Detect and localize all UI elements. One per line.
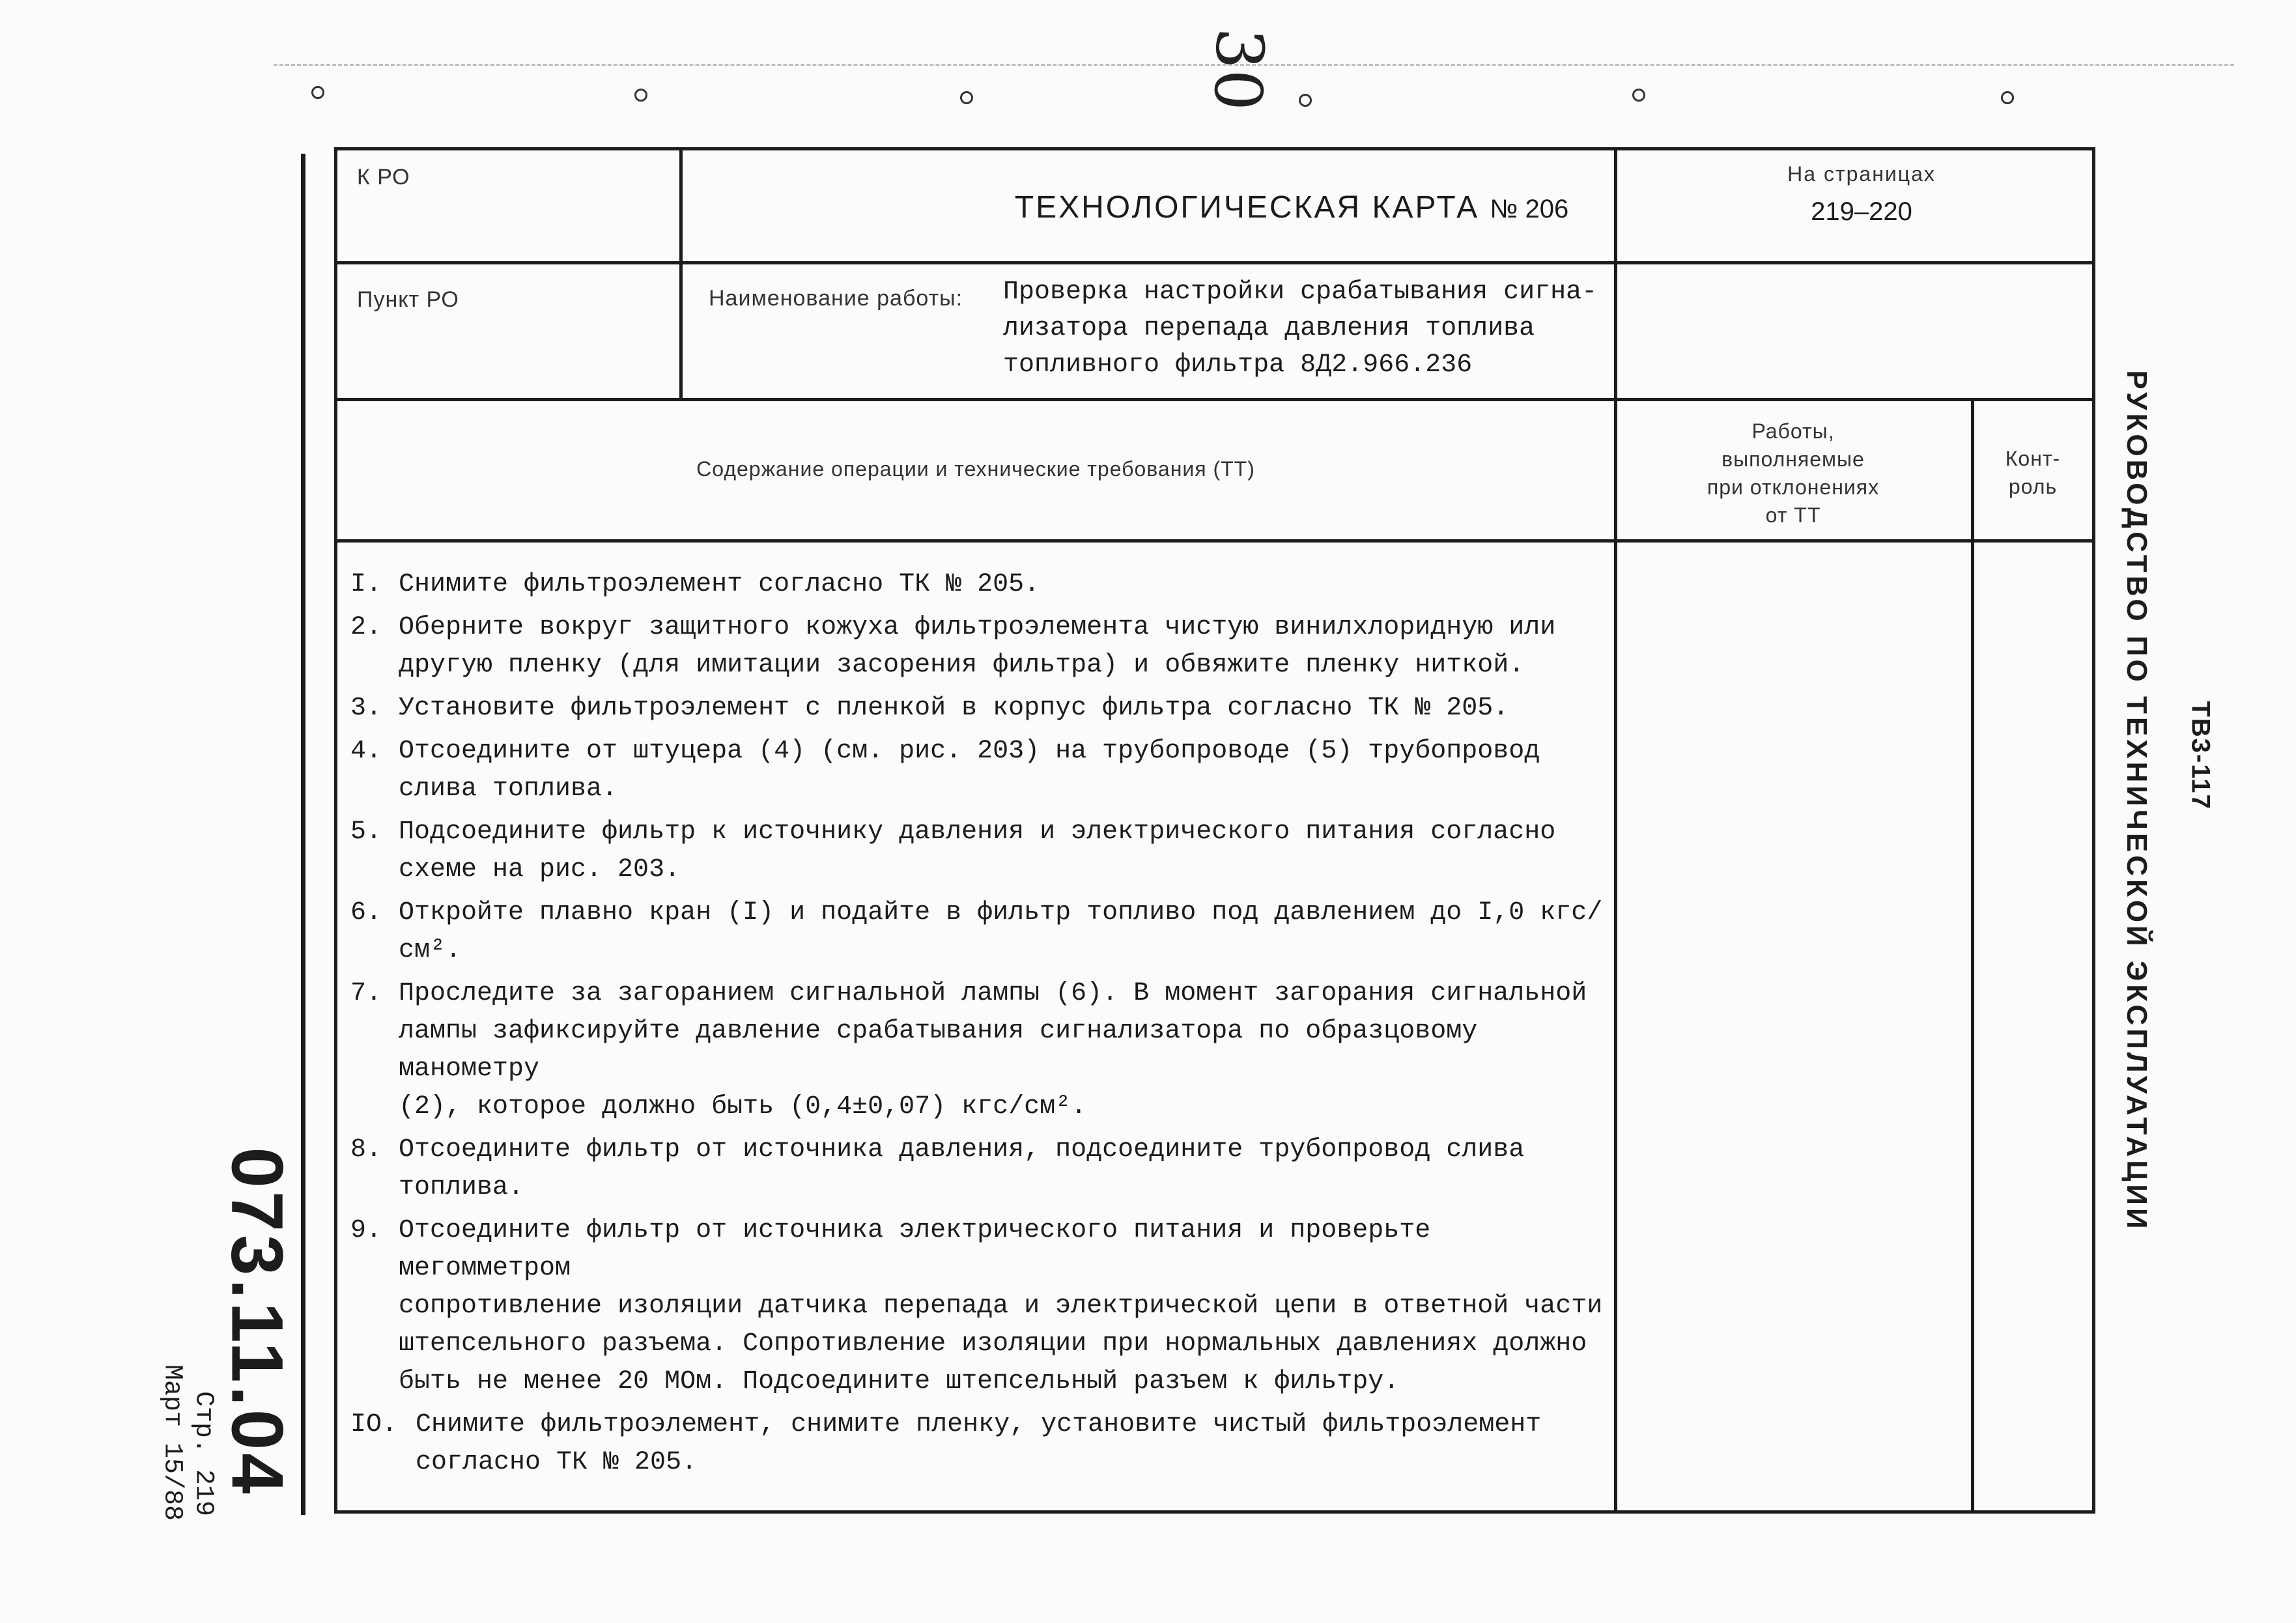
- punch-hole: [2001, 91, 2014, 104]
- work-name-line: Проверка настройки срабатывания сигна-: [1003, 277, 1598, 307]
- operation-number: 7.: [350, 979, 382, 1008]
- aircraft-engine-code: ТВ3-117: [2186, 701, 2215, 810]
- operation-item: [350, 566, 1608, 604]
- section-code: 073.11.04: [216, 1147, 298, 1497]
- manual-title: РУКОВОДСТВО ПО ТЕХНИЧЕСКОЙ ЭКСПЛУАТАЦИИ: [2121, 370, 2153, 1232]
- row-divider: [337, 539, 2092, 543]
- tech-card-table: [334, 147, 2095, 1514]
- operation-line: лампы зафиксируйте давление срабатывания сигнализатора по образцовому манометру: [399, 1017, 1478, 1084]
- operation-item: [350, 690, 1608, 727]
- header-line: выполняемые: [1722, 447, 1865, 471]
- operation-line: схеме на рис. 203.: [399, 855, 681, 884]
- column-divider: [1971, 398, 1974, 1510]
- operation-item: [350, 975, 1608, 1126]
- operation-line: быть не менее 20 МОм. Подсоедините штепсельный разъем к фильтру.: [399, 1367, 1400, 1396]
- operation-number: IO.: [350, 1410, 398, 1439]
- operation-item: [350, 1406, 1608, 1482]
- operation-number: 6.: [350, 898, 382, 927]
- operation-line: слива топлива.: [399, 774, 618, 804]
- operation-line: сопротивление изоляции датчика перепада и электрической цепи в ответной части: [399, 1291, 1603, 1321]
- operation-line: Оберните вокруг защитного кожуха фильтроэлемента чистую винилхлоридную или: [399, 613, 1556, 642]
- point-label: Пункт РО: [357, 287, 459, 312]
- punch-hole: [1299, 94, 1312, 107]
- header-line: Работы,: [1751, 419, 1835, 443]
- card-title-text: ТЕХНОЛОГИЧЕСКАЯ КАРТА: [1014, 190, 1480, 225]
- operation-line: Отсоедините от штуцера (4) (см. рис. 203) на трубопроводе (5) трубопровод: [399, 737, 1540, 766]
- operation-number: 2.: [350, 613, 382, 642]
- operation-line: (2), которое должно быть (0,4±0,07) кгс/см².: [399, 1092, 1087, 1122]
- card-number: № 206: [1490, 195, 1569, 223]
- operation-line: Проследите за загоранием сигнальной лампы (6). В момент загорания сигнальной: [399, 979, 1587, 1008]
- pages-label: На страницах: [1787, 162, 1936, 186]
- punch-hole: [311, 86, 324, 99]
- operation-line: согласно ТК № 205.: [416, 1448, 698, 1477]
- work-name: [1003, 274, 1615, 384]
- operation-number: 8.: [350, 1135, 382, 1164]
- work-name-line: топливного фильтра 8Д2.966.236: [1003, 350, 1473, 380]
- row-divider: [337, 261, 2092, 264]
- punch-hole: [960, 91, 973, 104]
- binding-bar: [301, 154, 305, 1515]
- header-line: от ТТ: [1765, 503, 1821, 527]
- operation-item: [350, 609, 1608, 684]
- punch-hole: [1632, 89, 1645, 102]
- operation-line: Снимите фильтроэлемент, снимите пленку, установите чистый фильтроэлемент: [416, 1410, 1542, 1439]
- deviation-column-header: [1617, 417, 1969, 529]
- header-line: при отклонениях: [1707, 475, 1880, 499]
- column-divider: [679, 150, 683, 398]
- work-name-label: Наименование работы:: [709, 286, 963, 311]
- page-number: Стр. 219: [188, 1390, 218, 1517]
- operation-line: Отсоедините фильтр от источника давления, подсоедините трубопровод слива топлива.: [399, 1135, 1525, 1202]
- work-name-line: лизатора перепада давления топлива: [1003, 314, 1535, 343]
- operation-number: 4.: [350, 737, 382, 766]
- kro-label: К РО: [357, 165, 410, 190]
- operation-line: другую пленку (для имитации засорения фильтра) и обвяжите пленку ниткой.: [399, 651, 1525, 680]
- card-title: [891, 190, 1692, 225]
- operation-number: 5.: [350, 817, 382, 847]
- header-line: роль: [2008, 475, 2058, 498]
- header-line: Конт-: [2005, 447, 2061, 470]
- operation-line: штепсельного разъема. Сопротивление изоляции при нормальных давлениях должно: [399, 1329, 1587, 1359]
- operation-item: [350, 894, 1608, 970]
- operation-number: 9.: [350, 1216, 382, 1245]
- operation-item: [350, 1131, 1608, 1207]
- operation-item: [350, 1212, 1608, 1401]
- row-divider: [337, 398, 2092, 401]
- operations-list: [350, 566, 1608, 1487]
- operation-line: Снимите фильтроэлемент согласно ТК № 205.: [399, 570, 1040, 599]
- content-column-header: Содержание операции и технические требования (ТТ): [696, 457, 1255, 481]
- operation-item: [350, 733, 1608, 808]
- handwritten-page-number: 30: [1198, 26, 1279, 113]
- control-column-header: [1974, 445, 2091, 501]
- punch-hole: [634, 89, 647, 102]
- operation-line: Отсоедините фильтр от источника электрического питания и проверьте мегомметром: [399, 1216, 1431, 1283]
- operation-number: I.: [350, 570, 382, 599]
- operation-line: Подсоедините фильтр к источнику давления и электрического питания согласно: [399, 817, 1556, 847]
- pages-value: 219–220: [1811, 197, 1912, 226]
- operation-line: Установите фильтроэлемент с пленкой в корпус фильтра согласно ТК № 205.: [399, 694, 1509, 723]
- operation-number: 3.: [350, 694, 382, 723]
- operation-line: Откройте плавно кран (I) и подайте в фильтр топливо под давлением до I,0 кгс/см².: [399, 898, 1603, 965]
- revision-date: Март 15/88: [157, 1364, 187, 1521]
- operation-item: [350, 813, 1608, 889]
